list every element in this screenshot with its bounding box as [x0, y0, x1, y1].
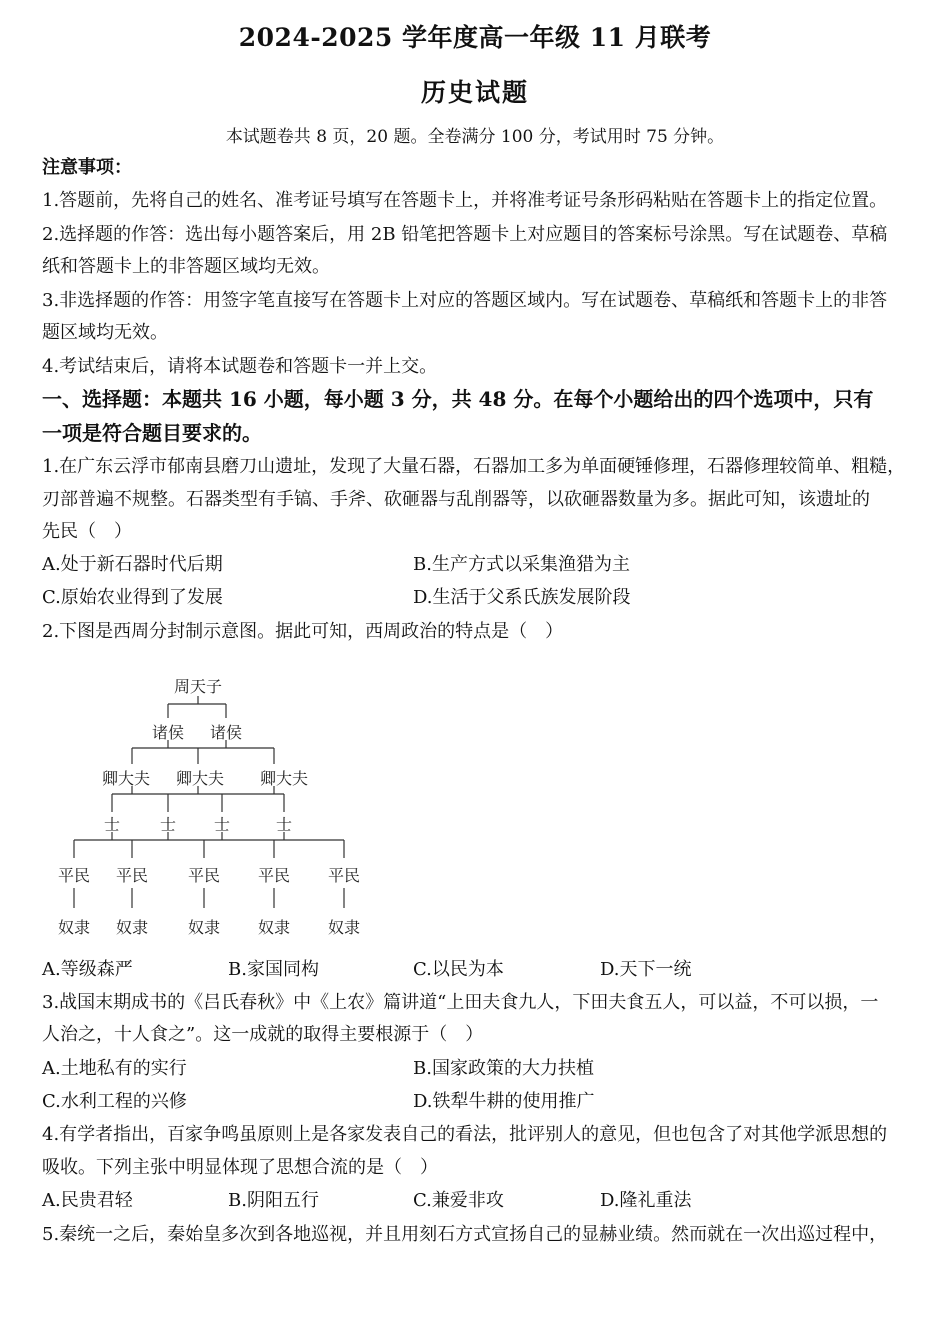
option-a: A.民贵君轻	[42, 1190, 133, 1211]
option-b: B.家国同构	[228, 959, 319, 980]
notice-line: 1.答题前，先将自己的姓名、准考证号填写在答题卡上，并将准考证号条形码粘贴在答题卡上的指定位置。	[42, 190, 888, 211]
option-d: D.天下一统	[600, 959, 692, 980]
option-d: D.生活于父系氏族发展阶段	[413, 587, 631, 608]
exam-info: 本试题卷共 8 页，20 题。全卷满分 100 分，考试用时 75 分钟。	[225, 127, 725, 147]
label-qingdafu: 卿大夫	[101, 769, 151, 788]
label-shi: 士	[103, 815, 121, 834]
label-shi: 士	[275, 815, 293, 834]
question-4-stem: 4.有学者指出，百家争鸣虽原则上是各家发表自己的看法，批评别人的意见，但也包含了对其他学派思想的	[42, 1124, 888, 1145]
notice-heading: 注意事项：	[42, 157, 132, 178]
question-3-stem: 人治之，十人食之”。这一成就的取得主要根源于（ ）	[42, 1024, 484, 1045]
fengjian-hierarchy-diagram	[42, 662, 382, 952]
section-heading: 一、选择题：本题共 16 小题，每小题 3 分，共 48 分。在每个小题给出的四个选项中，只有	[42, 387, 874, 411]
option-c: C.原始农业得到了发展	[42, 587, 223, 608]
option-b: B.国家政策的大力扶植	[413, 1058, 594, 1079]
question-1-stem: 先民（ ）	[42, 521, 132, 542]
label-pingmin: 平民	[187, 866, 221, 885]
label-nuli: 奴隶	[327, 918, 361, 937]
section-heading: 一项是符合题目要求的。	[42, 421, 262, 445]
option-c: C.以民为本	[413, 959, 504, 980]
option-d: D.铁犁牛耕的使用推广	[413, 1091, 595, 1112]
label-shi: 士	[213, 815, 231, 834]
label-nuli: 奴隶	[115, 918, 149, 937]
notice-line: 3.非选择题的作答：用签字笔直接写在答题卡上对应的答题区域内。写在试题卷、草稿纸和答题卡上的非答	[42, 290, 888, 311]
label-qingdafu: 卿大夫	[259, 769, 309, 788]
option-d: D.隆礼重法	[600, 1190, 692, 1211]
label-nuli: 奴隶	[57, 918, 91, 937]
label-pingmin: 平民	[327, 866, 361, 885]
exam-title: 2024-2025 学年度高一年级 11 月联考	[238, 23, 712, 52]
option-c: C.水利工程的兴修	[42, 1091, 187, 1112]
notice-line: 纸和答题卡上的非答题区域均无效。	[42, 256, 330, 277]
option-b: B.生产方式以采集渔猎为主	[413, 554, 630, 575]
label-zhuhou: 诸侯	[209, 723, 243, 742]
label-nuli: 奴隶	[257, 918, 291, 937]
notice-line: 2.选择题的作答：选出每小题答案后，用 2B 铅笔把答题卡上对应题目的答案标号涂黑。写在试题卷、草稿	[42, 224, 888, 245]
label-pingmin: 平民	[115, 866, 149, 885]
notice-line: 4.考试结束后，请将本试题卷和答题卡一并上交。	[42, 356, 438, 377]
question-3-stem: 3.战国末期成书的《吕氏春秋》中《上农》篇讲道“上田夫食九人，下田夫食五人，可以益，不可以损，一	[42, 992, 879, 1013]
option-b: B.阴阳五行	[228, 1190, 319, 1211]
notice-line: 题区域均无效。	[42, 322, 168, 343]
label-nuli: 奴隶	[187, 918, 221, 937]
question-1-stem: 刃部普遍不规整。石器类型有手镐、手斧、砍砸器与乱削器等，以砍砸器数量为多。据此可知，该遗址的	[42, 489, 870, 510]
option-a: A.土地私有的实行	[42, 1058, 187, 1079]
subject-title: 历史试题	[420, 78, 529, 107]
label-pingmin: 平民	[257, 866, 291, 885]
hierarchy-svg	[42, 662, 382, 952]
question-4-stem: 吸收。下列主张中明显体现了思想合流的是（ ）	[42, 1157, 438, 1178]
label-qingdafu: 卿大夫	[175, 769, 225, 788]
label-pingmin: 平民	[57, 866, 91, 885]
label-shi: 士	[159, 815, 177, 834]
option-c: C.兼爱非攻	[413, 1190, 504, 1211]
question-5-stem: 5.秦统一之后，秦始皇多次到各地巡视，并且用刻石方式宣扬自己的显赫业绩。然而就在一次出巡过程中，	[42, 1224, 888, 1245]
label-zhuhou: 诸侯	[151, 723, 185, 742]
label-king: 周天子	[173, 677, 223, 696]
option-a: A.处于新石器时代后期	[42, 554, 223, 575]
question-2-stem: 2.下图是西周分封制示意图。据此可知，西周政治的特点是（ ）	[42, 621, 564, 642]
question-1-stem: 1.在广东云浮市郁南县磨刀山遗址，发现了大量石器，石器加工多为单面硬锤修理，石器修理较简单、粗糙，	[42, 456, 906, 477]
option-a: A.等级森严	[42, 959, 133, 980]
